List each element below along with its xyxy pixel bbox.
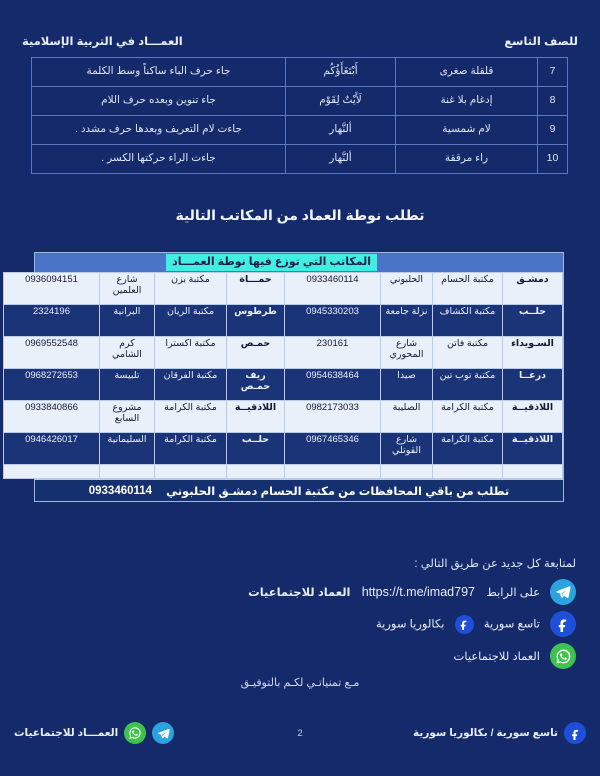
tajweed-row-number: 7: [538, 58, 568, 87]
facebook-page-two: بكالوريا سورية: [375, 618, 445, 631]
bottom-right-group[interactable]: [14, 722, 174, 744]
whatsapp-icon: [550, 643, 576, 669]
tajweed-example: ألنَّهار: [286, 116, 396, 145]
office-area: مشروع السابع: [100, 401, 155, 433]
office-governorate: طرطوس: [227, 305, 285, 337]
tajweed-explanation: جاء حرف الباء ساكناً وسط الكلمة: [32, 58, 286, 87]
facebook-icon-footer[interactable]: [564, 722, 586, 744]
office-phone: 0946426017: [4, 433, 100, 465]
office-governorate: حلــب: [227, 433, 285, 465]
office-phone: 230161: [285, 337, 381, 369]
telegram-label: العماد للاجتماعيات: [248, 587, 351, 599]
tajweed-row-number: 9: [538, 116, 568, 145]
table-row: [32, 87, 568, 116]
office-library: مكتبة الفرقان: [155, 369, 227, 401]
whatsapp-label: العماد للاجتماعيات: [453, 651, 540, 663]
table-row: [4, 337, 563, 369]
office-library: مكتبة فاتن: [433, 337, 503, 369]
section-heading: تطلب نوطة العماد من المكاتب التالية: [175, 207, 425, 223]
offices-table-title: المكاتب التي توزع فيها نوطة العمـــاد: [166, 254, 377, 271]
office-area: شارع القوتلي: [381, 433, 433, 465]
table-row: [4, 369, 563, 401]
office-governorate: حمـص: [227, 337, 285, 369]
facebook-icon-inline: [455, 615, 474, 634]
tajweed-rule-name: إدغام بلا غنة: [396, 87, 538, 116]
tajweed-explanation: جاءت لام التعريف وبعدها حرف مشدد .: [32, 116, 286, 145]
office-library: مكتبة الكشاف: [433, 305, 503, 337]
offices-footer-phone: 0933460114: [88, 484, 153, 497]
office-governorate: ريف حمـص: [227, 369, 285, 401]
office-library: مكتبة الريان: [155, 305, 227, 337]
office-area: الصليبة: [381, 401, 433, 433]
table-row: [32, 116, 568, 145]
office-governorate: دمشـق: [503, 273, 563, 305]
social-row-facebook[interactable]: [24, 608, 576, 640]
social-links-list: [24, 576, 576, 672]
office-governorate: حلــب: [503, 305, 563, 337]
office-phone: 0969552548: [4, 337, 100, 369]
office-phone: 0967465346: [285, 433, 381, 465]
office-library: مكتبة بزن: [155, 273, 227, 305]
header-title-left: للصف التاسع: [504, 36, 578, 48]
office-governorate: اللاذقيــة: [227, 401, 285, 433]
bottom-left-group[interactable]: [413, 722, 586, 744]
bottom-left-label: تاسع سورية / بكالوريا سورية: [413, 727, 558, 739]
page-number: 2: [297, 727, 303, 739]
facebook-page-one: تاسع سورية: [483, 618, 540, 631]
tajweed-row-number: 8: [538, 87, 568, 116]
telegram-text: [248, 585, 540, 599]
office-library: مكتبة اكسترا: [155, 337, 227, 369]
follow-intro: لمتابعة كل جديد عن طريق التالي :: [414, 558, 576, 570]
tajweed-example: ألنَّهار: [286, 145, 396, 174]
tajweed-rule-name: لام شمسية: [396, 116, 538, 145]
office-phone: 0982173033: [285, 401, 381, 433]
office-library: مكتبة الحسام: [433, 273, 503, 305]
bottom-right-label: العمـــاد للاجتماعيات: [14, 727, 119, 739]
office-area: صيدا: [381, 369, 433, 401]
tajweed-explanation: جاءت الراء حركتها الكسر .: [32, 145, 286, 174]
facebook-icon: [550, 611, 576, 637]
office-phone: 0945330203: [285, 305, 381, 337]
telegram-icon: [550, 579, 576, 605]
office-governorate: السـويداء: [503, 337, 563, 369]
social-row-whatsapp[interactable]: [24, 640, 576, 672]
office-library: مكتبة الكرامة: [155, 401, 227, 433]
tajweed-rule-name: راء مرققة: [396, 145, 538, 174]
office-area: السليمانية: [100, 433, 155, 465]
offices-footer-text: تطلب من باقي المحافظات من مكتبة الحسام دمشـق الحلبوني: [166, 485, 510, 498]
offices-table: [3, 272, 563, 479]
office-area: كرم الشامي: [100, 337, 155, 369]
office-library: مكتبة الكرامة: [155, 433, 227, 465]
office-area: الحلبوني: [381, 273, 433, 305]
offices-table-title-band: [35, 253, 563, 272]
offices-table-wrapper: [25, 252, 564, 502]
tajweed-table: [31, 57, 568, 174]
table-row: [4, 273, 563, 305]
telegram-url[interactable]: https://t.me/imad797: [361, 585, 475, 599]
tajweed-example: أَبْتَغَأَؤُكُم: [286, 58, 396, 87]
table-row: [4, 433, 563, 465]
wishes-text: مـع تمنياتـي لكـم بالتوفيـق: [240, 677, 360, 689]
office-phone: 0936094151: [4, 273, 100, 305]
table-spacer-row: [4, 465, 563, 479]
office-area: نزلة جامعة: [381, 305, 433, 337]
office-governorate: درعــا: [503, 369, 563, 401]
table-row: [32, 145, 568, 174]
office-governorate: حمـــاة: [227, 273, 285, 305]
office-area: شارع المحوري: [381, 337, 433, 369]
social-row-telegram[interactable]: [24, 576, 576, 608]
table-row: [4, 305, 563, 337]
office-phone: 0968272653: [4, 369, 100, 401]
office-library: مكتبة توب تين: [433, 369, 503, 401]
tajweed-row-number: 10: [538, 145, 568, 174]
telegram-icon-footer[interactable]: [152, 722, 174, 744]
office-library: مكتبة الكرامة: [433, 433, 503, 465]
bottom-bar: [0, 718, 600, 748]
office-library: مكتبة الكرامة: [433, 401, 503, 433]
offices-footer-note: [35, 479, 563, 501]
office-governorate: اللاذقيــة: [503, 433, 563, 465]
office-phone: 0954638464: [285, 369, 381, 401]
table-row: [32, 58, 568, 87]
office-area: البرانية: [100, 305, 155, 337]
telegram-prefix: على الرابط: [486, 587, 540, 599]
office-phone: 2324196: [4, 305, 100, 337]
office-phone: 0933460114: [285, 273, 381, 305]
office-area: تلبيسة: [100, 369, 155, 401]
table-row: [4, 401, 563, 433]
office-area: شارع العلمين: [100, 273, 155, 305]
facebook-text: [376, 615, 540, 634]
tajweed-rule-name: قلقلة صغرى: [396, 58, 538, 87]
page-header: [0, 30, 600, 52]
tajweed-explanation: جاء تنوين وبعده حرف اللام: [32, 87, 286, 116]
whatsapp-icon-footer[interactable]: [124, 722, 146, 744]
office-phone: 0933840866: [4, 401, 100, 433]
tajweed-example: لَأَيْتٌ لِقَوْم: [286, 87, 396, 116]
office-governorate: اللاذقيــة: [503, 401, 563, 433]
header-title-right: العمـــاد في التربية الإسلامية: [22, 36, 183, 48]
